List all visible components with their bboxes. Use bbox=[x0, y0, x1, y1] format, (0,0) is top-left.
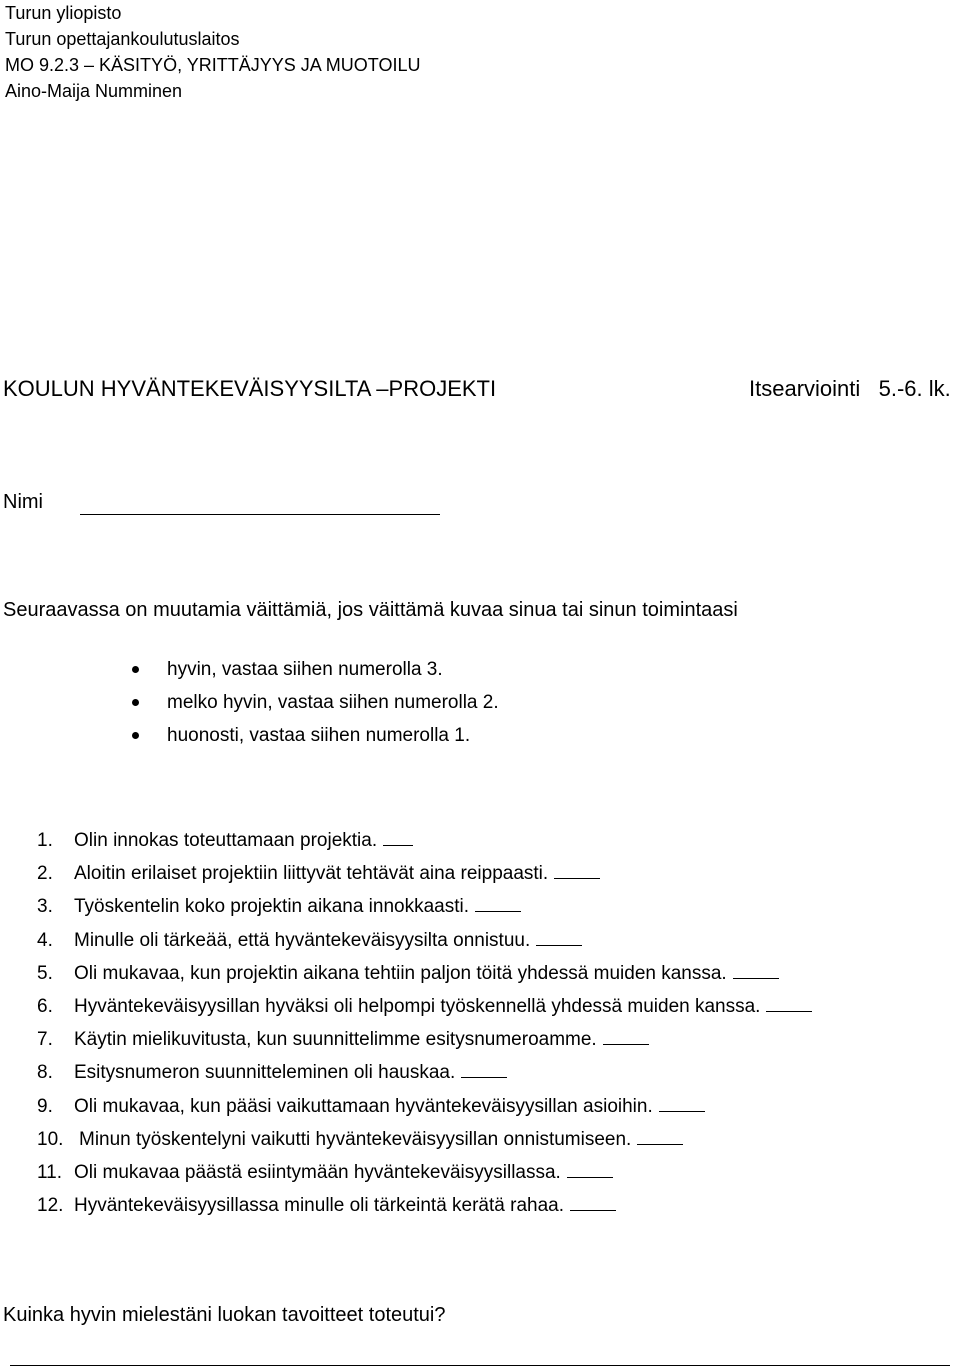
statement-text: Oli mukavaa päästä esiintymään hyväntekeväisyysillassa. bbox=[74, 1161, 561, 1183]
university-name: Turun yliopisto bbox=[5, 3, 122, 23]
course-name: MO 9.2.3 – KÄSITYÖ, YRITTÄJYYS JA MUOTOILU bbox=[5, 55, 421, 75]
statement-number: 1. bbox=[37, 830, 53, 851]
statement-number: 5. bbox=[37, 962, 53, 984]
statement-number: 11. bbox=[37, 1161, 63, 1183]
scale-list bbox=[130, 653, 499, 752]
bullet-icon bbox=[132, 732, 139, 739]
statement-number: 6. bbox=[37, 995, 53, 1017]
author-name: Aino-Maija Numminen bbox=[5, 81, 183, 101]
answer-blank[interactable] bbox=[475, 911, 521, 912]
statement-item bbox=[37, 924, 812, 957]
statement-item bbox=[37, 1189, 812, 1222]
statement-item bbox=[37, 1056, 812, 1089]
statement-item bbox=[37, 824, 812, 857]
statement-text: Minulle oli tärkeää, että hyväntekeväisyysilta onnistuu. bbox=[74, 929, 531, 951]
name-label: Nimi bbox=[3, 491, 43, 513]
statement-text: Olin innokas toteuttamaan projektia. bbox=[74, 830, 378, 851]
statement-text: Käytin mielikuvitusta, kun suunnittelimme esitysnumeroamme. bbox=[74, 1029, 597, 1051]
statement-number: 8. bbox=[37, 1062, 53, 1084]
statement-item bbox=[37, 957, 812, 990]
statement-list bbox=[37, 824, 812, 1222]
statement-item bbox=[37, 990, 812, 1023]
page-title: KOULUN HYVÄNTEKEVÄISYYSILTA –PROJEKTI bbox=[3, 376, 497, 401]
statement-text: Esitysnumeron suunnitteleminen oli hauskaa. bbox=[74, 1062, 456, 1084]
goals-question: Kuinka hyvin mielestäni luokan tavoitteet toteutui? bbox=[3, 1304, 446, 1326]
statement-number: 12. bbox=[37, 1195, 64, 1217]
statement-number: 7. bbox=[37, 1029, 53, 1051]
scale-item: huonosti, vastaa siihen numerolla 1. bbox=[130, 719, 499, 752]
intro-text: Seuraavassa on muutamia väittämiä, jos väittämä kuvaa sinua tai sinun toimintaasi bbox=[3, 599, 738, 621]
answer-blank[interactable] bbox=[766, 1011, 812, 1012]
assessment-label: Itsearviointi 5.-6. lk. bbox=[749, 376, 951, 401]
statement-item bbox=[37, 1090, 812, 1123]
answer-blank[interactable] bbox=[536, 945, 582, 946]
scale-item: melko hyvin, vastaa siihen numerolla 2. bbox=[130, 686, 499, 719]
answer-blank[interactable] bbox=[637, 1144, 683, 1145]
statement-number: 4. bbox=[37, 929, 53, 951]
bullet-icon bbox=[132, 699, 139, 706]
statement-number: 10. bbox=[37, 1128, 64, 1150]
scale-item: hyvin, vastaa siihen numerolla 3. bbox=[130, 653, 499, 686]
name-field-line[interactable] bbox=[80, 514, 440, 515]
answer-blank[interactable] bbox=[659, 1111, 705, 1112]
answer-blank[interactable] bbox=[570, 1210, 616, 1211]
statement-number: 2. bbox=[37, 863, 53, 885]
statement-number: 9. bbox=[37, 1095, 53, 1117]
statement-item bbox=[37, 1156, 812, 1189]
statement-text: Aloitin erilaiset projektiin liittyvät tehtävät aina reippaasti. bbox=[74, 863, 549, 885]
answer-blank[interactable] bbox=[554, 878, 600, 879]
statement-text: Minun työskentelyni vaikutti hyväntekeväisyysillan onnistumiseen. bbox=[79, 1128, 632, 1150]
statement-text: Oli mukavaa, kun pääsi vaikuttamaan hyväntekeväisyysillan asioihin. bbox=[74, 1095, 653, 1117]
answer-blank[interactable] bbox=[603, 1044, 649, 1045]
statement-item bbox=[37, 890, 812, 923]
answer-blank[interactable] bbox=[733, 978, 779, 979]
answer-blank[interactable] bbox=[461, 1077, 507, 1078]
statement-item bbox=[37, 857, 812, 890]
statement-text: Oli mukavaa, kun projektin aikana tehtiin paljon töitä yhdessä muiden kanssa. bbox=[74, 962, 727, 984]
statement-text: Hyväntekeväisyysillan hyväksi oli helpompi työskennellä yhdessä muiden kanssa. bbox=[74, 995, 761, 1017]
statement-item bbox=[37, 1123, 812, 1156]
answer-blank[interactable] bbox=[383, 845, 413, 846]
statement-number: 3. bbox=[37, 896, 53, 918]
bullet-icon bbox=[132, 666, 139, 673]
answer-blank[interactable] bbox=[567, 1177, 613, 1178]
statement-item bbox=[37, 1023, 812, 1056]
department-name: Turun opettajankoulutuslaitos bbox=[5, 29, 240, 49]
statement-text: Hyväntekeväisyysillassa minulle oli tärkeintä kerätä rahaa. bbox=[74, 1195, 565, 1217]
answer-line[interactable] bbox=[10, 1365, 950, 1366]
statement-text: Työskentelin koko projektin aikana innokkaasti. bbox=[74, 896, 470, 918]
